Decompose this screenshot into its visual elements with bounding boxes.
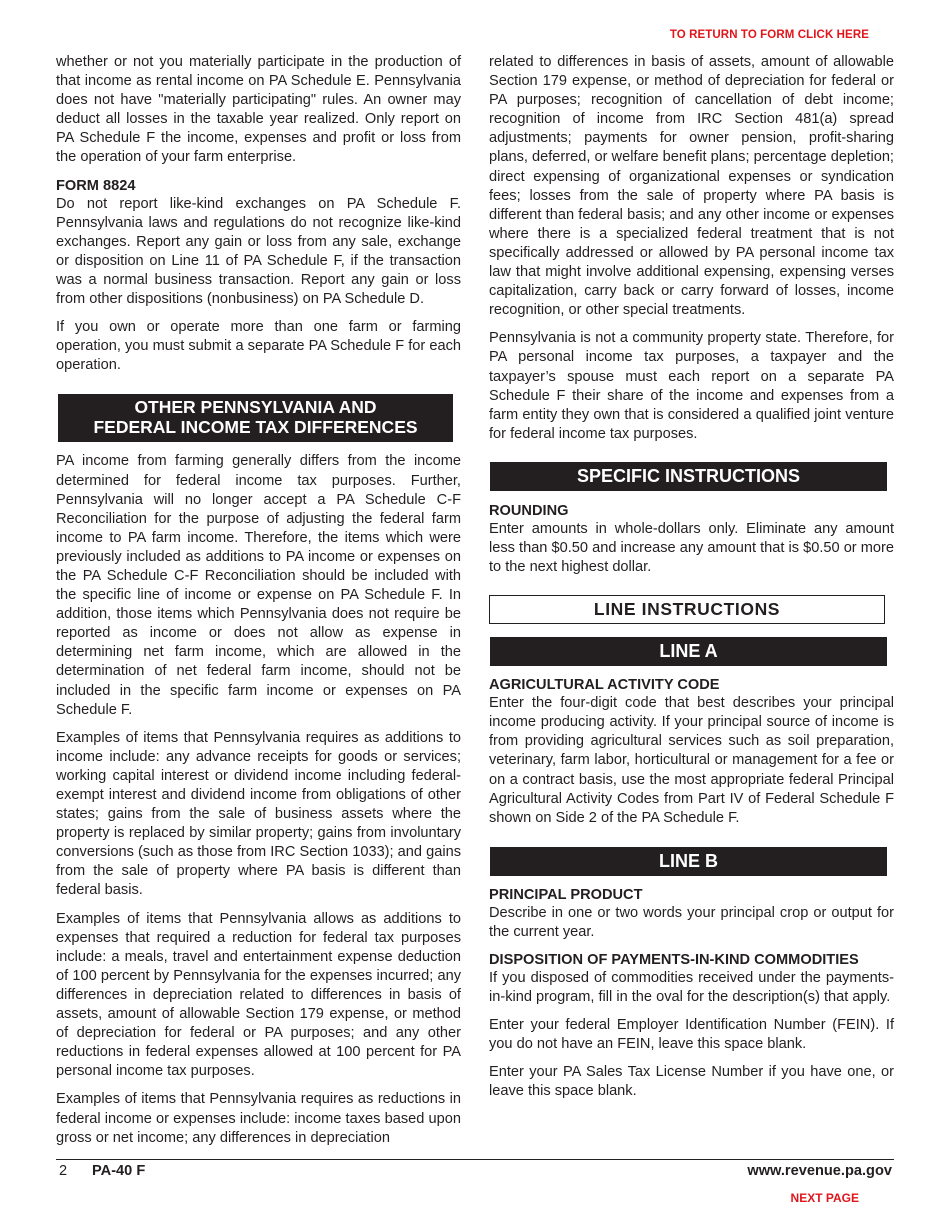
banner-line-1: OTHER PENNSYLVANIA AND	[134, 397, 377, 418]
banner-line-2: FEDERAL INCOME TAX DIFFERENCES	[93, 417, 418, 438]
income-differs-paragraph: PA income from farming generally differs from the income determined for federal income tax purposes. Further, Pennsylvania will no longer accept a PA Schedule C-F Reconciliation for the purpose of adjusting the federal farm income to PA farm income. Therefore, the items which were previously included as additions to PA income or expenses on the PA Schedule C-F Reconciliation should be included with the specific line of income or expense on PA Schedule F. In addition, those items which Pennsylvania does not require be reported as income or does not allow as expense in determining net farm income, which are allowed in the determination of net federal farm income, should not be included in the specific farm income or expenses on PA Schedule F.	[56, 453, 461, 718]
rounding-heading: ROUNDING	[489, 502, 569, 519]
line-b-banner: LINE B	[490, 847, 887, 876]
other-differences-banner	[58, 394, 453, 442]
left-column	[56, 53, 461, 1148]
reductions-paragraph: Examples of items that Pennsylvania requires as reductions in federal income or expenses include: income taxes based upon gross or net income; any differences in depreciation	[56, 1091, 461, 1146]
line-instructions-banner: LINE INSTRUCTIONS	[489, 595, 885, 624]
pik-paragraph: If you disposed of commodities received under the payments-in-kind program, fill in the oval for the description(s) that apply.	[489, 970, 894, 1006]
right-column	[489, 53, 894, 1102]
return-to-form-link[interactable]: TO RETURN TO FORM CLICK HERE	[669, 29, 869, 41]
page-number: 2	[59, 1163, 68, 1179]
principal-product-heading: PRINCIPAL PRODUCT	[489, 886, 643, 903]
sales-tax-paragraph: Enter your PA Sales Tax License Number if you have one, or leave this space blank.	[489, 1064, 894, 1100]
community-property-paragraph: Pennsylvania is not a community property state. Therefore, for PA personal income tax purposes, a taxpayer and the taxpayer’s spouse must each report on a separate PA Schedule F their share of the income and expenses from a farm entity they own that is considered a qualified joint venture for federal income tax purposes.	[489, 330, 894, 442]
additions-expenses-paragraph: Examples of items that Pennsylvania allows as additions to expenses that required a reduction for federal tax purposes include: a meals, travel and entertainment expense deduction of 100 percent by Pennsylvania for the expenses incurred; any differences in depreciation related to differences in basis of assets, amount of allowable Section 179 expense, or method of depreciation for federal or PA purposes; and any other reductions in federal expenses allowed at 100 percent for PA personal income tax purposes.	[56, 910, 461, 1080]
intro-paragraph: whether or not you materially participate in the production of that income as rental income on PA Schedule E. Pennsylvania does not have "materially participating" rules. An owner may deduct all losses in the taxable year realized. Only report on PA Schedule F the income, expenses and profit or loss from the operation of your farm enterprise.	[56, 54, 461, 166]
activity-code-heading: AGRICULTURAL ACTIVITY CODE	[489, 677, 720, 694]
multiple-farms-paragraph: If you own or operate more than one farm or farming operation, you must submit a separate PA Schedule F for each operation.	[56, 319, 461, 374]
form-8824-paragraph: Do not report like-kind exchanges on PA Schedule F. Pennsylvania laws and regulations do not recognize like-kind exchanges. Report any gain or loss from any sale, exchange or disposition on Line 11 of PA Schedule F, if the transaction was a normal business transaction. Report any gain or loss from other dispositions (nonbusiness) on PA Schedule D.	[56, 195, 461, 308]
fein-paragraph: Enter your federal Employer Identification Number (FEIN). If you do not have an FEIN, leave this space blank.	[489, 1017, 894, 1053]
form-id: PA-40 F	[92, 1163, 146, 1179]
line-a-banner: LINE A	[490, 637, 887, 666]
activity-code-paragraph: Enter the four-digit code that best describes your principal income producing activity. If your principal source of income is from providing agricultural services such as soil preparation, veterinary, farm labor, horticultural or management for a fee or on a contract basis, use the most appropriate federal Principal Agricultural Activity Codes from Part IV of Federal Schedule F shown on Side 2 of the PA Schedule F.	[489, 695, 894, 826]
principal-product-paragraph: Describe in one or two words your principal crop or output for the current year.	[489, 904, 894, 940]
footer-divider	[56, 1159, 894, 1160]
form-8824-heading: FORM 8824	[56, 177, 136, 194]
next-page-link[interactable]: NEXT PAGE	[790, 1191, 859, 1205]
pik-heading: DISPOSITION OF PAYMENTS-IN-KIND COMMODITIES	[489, 952, 859, 968]
continued-paragraph: related to differences in basis of assets, amount of allowable Section 179 expense, or method of depreciation for federal or PA purposes; recognition of cancellation of debt income; recognition of income from IRC Section 481(a) spread adjustments; payments for owner pension, profit-sharing plans, deferred, or welfare benefit plans; percentage depletion; direct expensing of organizational expenses or syndication fees; losses from the sale of property where PA basis is different than federal basis; and any other income or expenses where there is a specialized federal treatment that is not specifically addressed or allowed by PA personal income tax law that might involve additional expensing, expensing verses capitalization, carry back or carry forward of losses, income recognition, or other special treatments.	[489, 54, 894, 319]
specific-instructions-banner: SPECIFIC INSTRUCTIONS	[490, 462, 887, 491]
rounding-paragraph: Enter amounts in whole-dollars only. Eliminate any amount less than $0.50 and increase any amount that is $0.50 or more to the next highest dollar.	[489, 520, 894, 576]
website-link[interactable]: www.revenue.pa.gov	[747, 1163, 892, 1179]
additions-income-paragraph: Examples of items that Pennsylvania requires as additions to income include: any advance receipts for goods or services; working capital interest or dividend income including federal-exempt interest and dividend income from obligations of other states; gains from the sale of business assets where the property is replaced by similar property; gains from involuntary conversions (such as those from IRC Section 1033); and gains from the sale of property where PA basis is different than federal basis.	[56, 729, 461, 899]
